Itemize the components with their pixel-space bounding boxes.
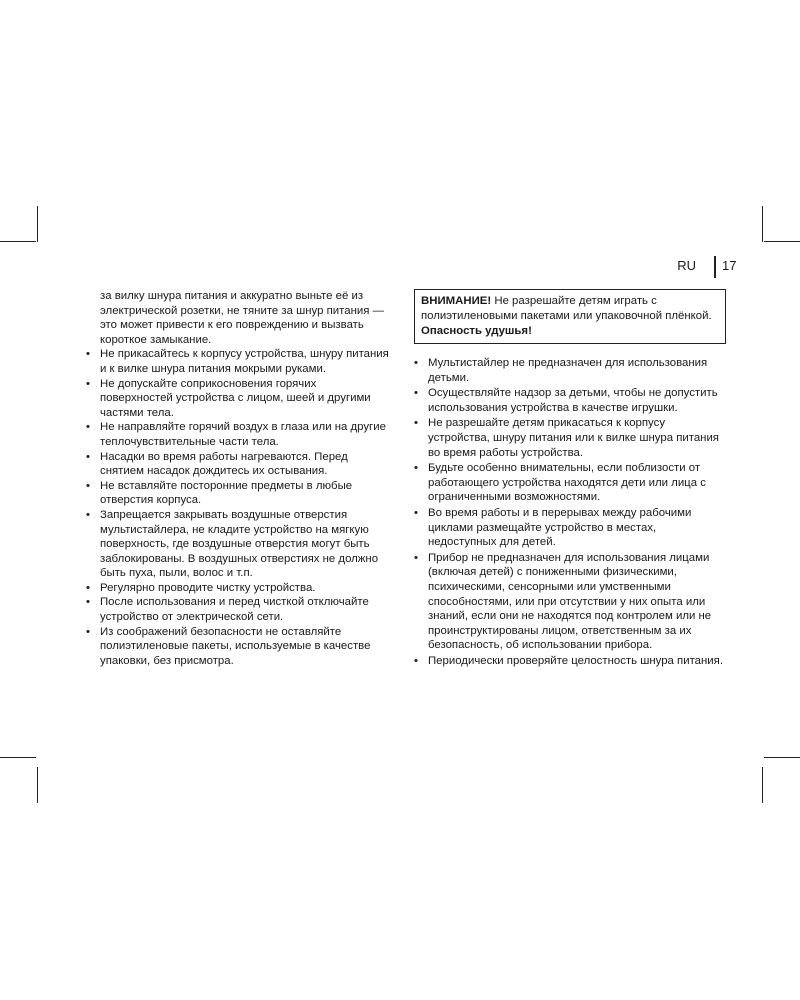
bullet-icon: • xyxy=(414,462,418,475)
list-item xyxy=(86,450,392,479)
bullet-icon: • xyxy=(86,450,90,463)
list-item xyxy=(414,416,726,460)
continued-text: за вилку шнура питания и аккуратно выньте её из электрической розетки, не тяните за шнур питания — это может привести к его повреждению и вызвать короткое замыкание. xyxy=(100,290,384,346)
list-item-text: Регулярно проводите чистку устройства. xyxy=(100,581,316,594)
bullet-icon: • xyxy=(86,508,90,521)
crop-mark xyxy=(764,757,800,758)
list-item-text: После использования и перед чисткой отключайте устройство от электрической сети. xyxy=(100,596,369,624)
bullet-icon: • xyxy=(414,357,418,369)
bullet-icon: • xyxy=(86,377,90,390)
crop-mark xyxy=(37,767,38,803)
bullet-icon: • xyxy=(86,421,90,434)
bullet-icon: • xyxy=(86,596,90,609)
crop-mark xyxy=(762,767,763,803)
list-item-text: Из соображений безопасности не оставляйте полиэтиленовые пакеты, используемые в качестве упаковки, без присмотра. xyxy=(100,625,371,667)
list-item xyxy=(86,479,392,508)
list-item xyxy=(86,420,392,449)
bullet-icon: • xyxy=(86,625,90,638)
bullet-icon: • xyxy=(414,506,418,519)
bullet-icon: • xyxy=(414,551,418,564)
list-item xyxy=(86,377,392,421)
crop-mark xyxy=(762,206,763,242)
list-item-text: Насадки во время работы нагреваются. Перед снятием насадок дождитесь их остывания. xyxy=(100,450,348,478)
crop-mark xyxy=(0,757,36,758)
bullet-icon: • xyxy=(86,581,90,594)
safety-list-left xyxy=(86,347,392,668)
language-code: RU xyxy=(677,258,696,273)
list-item xyxy=(414,654,726,669)
bullet-icon: • xyxy=(86,479,90,492)
crop-mark xyxy=(764,241,800,242)
warning-box xyxy=(414,289,726,344)
list-item-text: Периодически проверяйте целостность шнура питания. xyxy=(428,654,723,667)
list-item xyxy=(414,506,726,550)
left-column xyxy=(86,289,392,668)
right-column xyxy=(414,289,726,669)
list-item xyxy=(414,356,726,385)
crop-mark xyxy=(37,206,38,242)
list-item xyxy=(86,508,392,581)
safety-list-right xyxy=(414,356,726,668)
list-item-text: Во время работы и в перерывах между рабочими циклами размещайте устройство в местах, недоступных для детей. xyxy=(428,506,692,549)
list-item-text: Не прикасайтесь к корпусу устройства, шнуру питания и к вилке шнура питания мокрыми руками. xyxy=(100,348,389,375)
list-item-text: Будьте особенно внимательны, если поблизости от работающего устройства находятся дети или лица с ограниченными возможностями. xyxy=(428,462,706,504)
warning-emphasis: Опасность удушья! xyxy=(421,325,532,337)
list-item-text: Не направляйте горячий воздух в глаза или на другие теплочувствительные части тела. xyxy=(100,421,386,448)
list-item-text: Не разрешайте детям прикасаться к корпусу устройства, шнуру питания или к вилке шнура питания во время работы устройства. xyxy=(428,417,719,459)
list-item-text: Прибор не предназначен для использования лицами (включая детей) с пониженными физическими, психическими, сенсорными или умственными способностями, или при отсутствии у них опыта или знаний, если они не находятся под контролем или не проинструктированы лицом, ответственным за их безопасность, об использовании прибора. xyxy=(428,551,712,652)
list-item xyxy=(86,625,392,669)
list-item-text: Осуществляйте надзор за детьми, чтобы не допустить использования устройства в качестве игрушки. xyxy=(428,387,718,414)
list-item xyxy=(414,461,726,505)
warning-title: ВНИМАНИЕ! xyxy=(421,295,492,307)
bullet-icon: • xyxy=(414,387,418,400)
page-header xyxy=(640,256,740,278)
bullet-icon: • xyxy=(414,417,418,430)
bullet-icon: • xyxy=(414,654,418,667)
list-item-text: Мультистайлер не предназначен для использования детьми. xyxy=(428,357,708,384)
list-item xyxy=(414,386,726,415)
list-item-text: Запрещается закрывать воздушные отверстия мультистайлера, не кладите устройство на мягкую поверхность, где воздушные отверстия могут быть заблокированы. В воздушных отверстиях не должно быть пуха, пыли, волос и т.п. xyxy=(100,508,379,580)
crop-mark xyxy=(0,241,36,242)
list-item xyxy=(86,347,392,376)
bullet-icon: • xyxy=(86,348,90,361)
warning-text: Не разрешайте детям играть с полиэтиленовыми пакетами или упаковочной плёнкой. xyxy=(421,295,712,322)
header-divider xyxy=(714,256,716,278)
list-item xyxy=(86,595,392,624)
list-item-text: Не допускайте соприкосновения горячих поверхностей устройства с лицом, шеей и другими частями тела. xyxy=(100,377,371,419)
list-item xyxy=(414,551,726,653)
list-item-text: Не вставляйте посторонние предметы в любые отверстия корпуса. xyxy=(100,479,353,507)
list-item xyxy=(86,581,392,596)
page-number: 17 xyxy=(722,258,737,273)
